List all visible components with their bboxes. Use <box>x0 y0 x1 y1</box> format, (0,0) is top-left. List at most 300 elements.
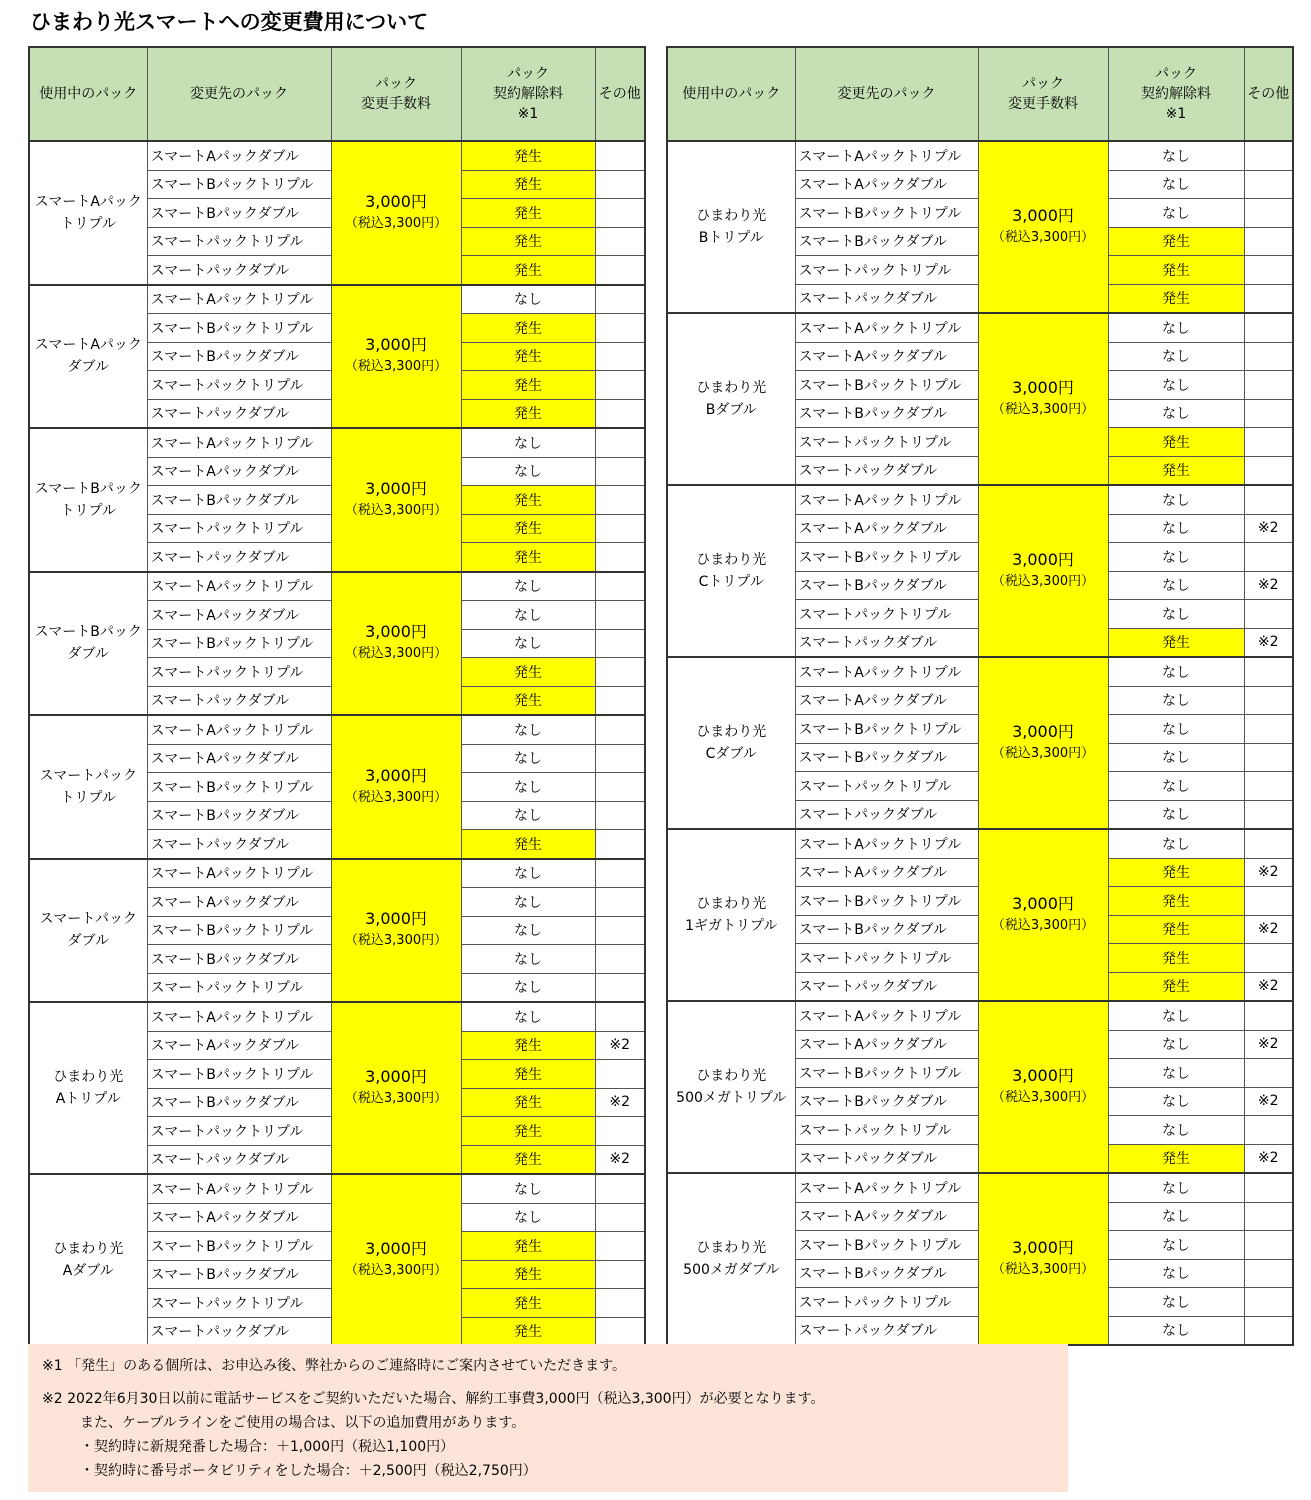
table-row <box>29 1002 645 1031</box>
current-pack-cell: ひまわり光 Bダブル <box>667 313 795 485</box>
cancel-fee-cell: 発生 <box>461 543 595 572</box>
other-cell <box>1244 944 1293 973</box>
other-cell: ※2 <box>595 1088 645 1117</box>
cancel-fee-cell: なし <box>1108 1202 1244 1231</box>
current-pack-cell: スマートBパック トリプル <box>29 428 147 572</box>
table-row <box>667 829 1293 858</box>
cancel-fee-cell: 発生 <box>461 314 595 343</box>
other-cell: ※2 <box>1244 628 1293 657</box>
other-cell <box>1244 199 1293 228</box>
change-fee-cell: 3,000円 （税込3,300円） <box>331 141 461 285</box>
other-cell <box>595 744 645 773</box>
other-cell <box>1244 342 1293 371</box>
target-pack-cell: スマートパックダブル <box>147 399 331 428</box>
target-pack-cell: スマートパックトリプル <box>795 256 978 285</box>
cancel-fee-cell: 発生 <box>461 256 595 285</box>
other-cell <box>595 170 645 199</box>
target-pack-cell: スマートパックダブル <box>795 456 978 485</box>
target-pack-cell: スマートパックダブル <box>147 1317 331 1346</box>
header-row <box>29 47 645 141</box>
target-pack-cell: スマートパックダブル <box>795 1144 978 1173</box>
other-cell <box>595 314 645 343</box>
table-row <box>667 485 1293 514</box>
other-cell <box>1244 371 1293 400</box>
note-2-line-4: ・契約時に番号ポータビリティをした場合：＋2,500円（税込2,750円） <box>80 1463 537 1479</box>
target-pack-cell: スマートAパックダブル <box>795 170 978 199</box>
other-cell <box>1244 887 1293 916</box>
target-pack-cell: スマートAパックダブル <box>147 141 331 170</box>
target-pack-cell: スマートAパックトリプル <box>795 141 978 170</box>
target-pack-cell: スマートBパックダブル <box>147 1088 331 1117</box>
cancel-fee-cell: 発生 <box>1108 887 1244 916</box>
target-pack-cell: スマートBパックトリプル <box>147 773 331 802</box>
target-pack-cell: スマートAパックトリプル <box>795 313 978 342</box>
other-cell <box>1244 170 1293 199</box>
table-row <box>667 313 1293 342</box>
other-cell <box>1244 743 1293 772</box>
header-current-pack: 使用中のパック <box>29 47 147 141</box>
cancel-fee-cell: 発生 <box>461 399 595 428</box>
current-pack-cell: スマートパック トリプル <box>29 715 147 859</box>
target-pack-cell: スマートパックダブル <box>147 686 331 715</box>
other-cell <box>1244 1288 1293 1317</box>
target-pack-cell: スマートパックダブル <box>147 543 331 572</box>
target-pack-cell: スマートBパックトリプル <box>795 199 978 228</box>
current-pack-cell: スマートAパック ダブル <box>29 285 147 429</box>
other-cell <box>1244 543 1293 572</box>
target-pack-cell: スマートBパックトリプル <box>147 1232 331 1261</box>
current-pack-cell: ひまわり光 Cトリプル <box>667 485 795 657</box>
other-cell <box>595 141 645 170</box>
target-pack-cell: スマートパックトリプル <box>795 428 978 457</box>
cancel-fee-cell: なし <box>461 601 595 630</box>
other-cell <box>1244 313 1293 342</box>
fee-table-right <box>666 46 1294 1346</box>
cancel-fee-cell: なし <box>1108 1259 1244 1288</box>
cancel-fee-cell: なし <box>1108 1316 1244 1345</box>
target-pack-cell: スマートBパックダブル <box>795 399 978 428</box>
target-pack-cell: スマートAパックトリプル <box>147 859 331 888</box>
other-cell <box>595 859 645 888</box>
target-pack-cell: スマートBパックダブル <box>147 945 331 974</box>
target-pack-cell: スマートBパックダブル <box>147 342 331 371</box>
target-pack-cell: スマートAパックトリプル <box>795 1173 978 1202</box>
target-pack-cell: スマートAパックトリプル <box>147 715 331 744</box>
cancel-fee-cell: 発生 <box>461 1317 595 1346</box>
change-fee-cell: 3,000円 （税込3,300円） <box>331 1002 461 1174</box>
cancel-fee-cell: 発生 <box>461 686 595 715</box>
header-target-pack: 変更先のパック <box>795 47 978 141</box>
cancel-fee-cell: なし <box>1108 170 1244 199</box>
header-cancel-fee: パック 契約解除料 ※1 <box>461 47 595 141</box>
other-cell: ※2 <box>1244 1030 1293 1059</box>
cancel-fee-cell: なし <box>461 715 595 744</box>
target-pack-cell: スマートBパックトリプル <box>795 371 978 400</box>
cancel-fee-cell: 発生 <box>461 141 595 170</box>
other-cell <box>1244 256 1293 285</box>
other-cell <box>595 1232 645 1261</box>
target-pack-cell: スマートAパックトリプル <box>795 829 978 858</box>
table-row <box>29 428 645 457</box>
other-cell <box>595 371 645 400</box>
cancel-fee-cell: 発生 <box>1108 972 1244 1001</box>
cancel-fee-cell: なし <box>1108 342 1244 371</box>
target-pack-cell: スマートAパックトリプル <box>795 657 978 686</box>
note-1: ※1 「発生」のある個所は、お申込み後、弊社からのご連絡時にご案内させていただきます。 <box>42 1358 626 1374</box>
header-cancel-fee: パック 契約解除料 ※1 <box>1108 47 1244 141</box>
target-pack-cell: スマートAパックダブル <box>147 601 331 630</box>
target-pack-cell: スマートAパックダブル <box>795 342 978 371</box>
notes-box <box>28 1344 1068 1492</box>
cancel-fee-cell: なし <box>1108 1087 1244 1116</box>
cancel-fee-cell: 発生 <box>461 342 595 371</box>
target-pack-cell: スマートBパックダブル <box>795 743 978 772</box>
other-cell <box>1244 1259 1293 1288</box>
target-pack-cell: スマートパックトリプル <box>147 514 331 543</box>
note-2-line-3: ・契約時に新規発番した場合：＋1,000円（税込1,100円） <box>80 1439 455 1455</box>
other-cell <box>1244 428 1293 457</box>
cancel-fee-cell: 発生 <box>1108 944 1244 973</box>
cancel-fee-cell: 発生 <box>1108 858 1244 887</box>
target-pack-cell: スマートAパックダブル <box>147 744 331 773</box>
cancel-fee-cell: 発生 <box>1108 456 1244 485</box>
note-2: ※2 2022年6月30日以前に電話サービスをご契約いただいた場合、解約工事費3,000円（税込3,300円）が必要となります。 <box>42 1391 825 1407</box>
target-pack-cell: スマートパックトリプル <box>147 973 331 1002</box>
cancel-fee-cell: なし <box>1108 1231 1244 1260</box>
other-cell <box>595 227 645 256</box>
cancel-fee-cell: なし <box>1108 1030 1244 1059</box>
target-pack-cell: スマートBパックダブル <box>795 571 978 600</box>
cancel-fee-cell: なし <box>1108 514 1244 543</box>
change-fee-cell: 3,000円 （税込3,300円） <box>331 572 461 716</box>
target-pack-cell: スマートパックトリプル <box>147 1289 331 1318</box>
target-pack-cell: スマートパックトリプル <box>147 371 331 400</box>
target-pack-cell: スマートパックトリプル <box>795 772 978 801</box>
header-change-fee: パック 変更手数料 <box>331 47 461 141</box>
note-2-line-2: また、ケーブルラインをご使用の場合は、以下の追加費用があります。 <box>80 1415 526 1431</box>
other-cell <box>595 486 645 515</box>
table-row <box>29 572 645 601</box>
cancel-fee-cell: なし <box>461 457 595 486</box>
other-cell <box>1244 399 1293 428</box>
other-cell: ※2 <box>1244 1144 1293 1173</box>
cancel-fee-cell: 発生 <box>1108 915 1244 944</box>
cancel-fee-cell: 発生 <box>461 1060 595 1089</box>
cancel-fee-cell: なし <box>1108 1116 1244 1145</box>
target-pack-cell: スマートBパックトリプル <box>795 1059 978 1088</box>
other-cell <box>595 1203 645 1232</box>
change-fee-cell: 3,000円 （税込3,300円） <box>978 657 1108 829</box>
other-cell <box>1244 800 1293 829</box>
cancel-fee-cell: 発生 <box>461 1260 595 1289</box>
cancel-fee-cell: なし <box>461 773 595 802</box>
target-pack-cell: スマートBパックダブル <box>147 801 331 830</box>
cancel-fee-cell: なし <box>461 1174 595 1203</box>
other-cell <box>595 1317 645 1346</box>
cancel-fee-cell: なし <box>461 1002 595 1031</box>
other-cell <box>1244 772 1293 801</box>
target-pack-cell: スマートAパックダブル <box>795 686 978 715</box>
target-pack-cell: スマートBパックトリプル <box>147 1060 331 1089</box>
current-pack-cell: ひまわり光 Bトリプル <box>667 141 795 313</box>
target-pack-cell: スマートBパックトリプル <box>147 629 331 658</box>
current-pack-cell: スマートパック ダブル <box>29 859 147 1003</box>
target-pack-cell: スマートAパックダブル <box>147 888 331 917</box>
other-cell <box>595 715 645 744</box>
cancel-fee-cell: 発生 <box>461 1145 595 1174</box>
target-pack-cell: スマートBパックトリプル <box>147 170 331 199</box>
table-row <box>29 1174 645 1203</box>
cancel-fee-cell: なし <box>1108 199 1244 228</box>
target-pack-cell: スマートAパックダブル <box>795 514 978 543</box>
other-cell <box>595 457 645 486</box>
cancel-fee-cell: なし <box>1108 313 1244 342</box>
other-cell <box>595 888 645 917</box>
cancel-fee-cell: なし <box>461 285 595 314</box>
other-cell <box>595 1060 645 1089</box>
target-pack-cell: スマートAパックダブル <box>795 1202 978 1231</box>
header-other: その他 <box>1244 47 1293 141</box>
other-cell <box>1244 485 1293 514</box>
change-fee-cell: 3,000円 （税込3,300円） <box>978 485 1108 657</box>
target-pack-cell: スマートAパックダブル <box>147 1031 331 1060</box>
target-pack-cell: スマートパックトリプル <box>795 600 978 629</box>
other-cell: ※2 <box>1244 1087 1293 1116</box>
cancel-fee-cell: なし <box>461 888 595 917</box>
cancel-fee-cell: なし <box>1108 399 1244 428</box>
cancel-fee-cell: なし <box>461 801 595 830</box>
target-pack-cell: スマートAパックダブル <box>795 858 978 887</box>
table-row <box>667 1173 1293 1202</box>
other-cell <box>595 256 645 285</box>
other-cell <box>595 658 645 687</box>
other-cell <box>1244 1231 1293 1260</box>
other-cell <box>1244 600 1293 629</box>
cancel-fee-cell: なし <box>1108 686 1244 715</box>
cancel-fee-cell: 発生 <box>461 486 595 515</box>
target-pack-cell: スマートAパックトリプル <box>147 572 331 601</box>
target-pack-cell: スマートAパックダブル <box>147 457 331 486</box>
target-pack-cell: スマートAパックトリプル <box>795 1001 978 1030</box>
change-fee-cell: 3,000円 （税込3,300円） <box>331 1174 461 1346</box>
cancel-fee-cell: 発生 <box>1108 1144 1244 1173</box>
cancel-fee-cell: 発生 <box>461 170 595 199</box>
other-cell <box>595 543 645 572</box>
target-pack-cell: スマートパックダブル <box>795 1316 978 1345</box>
other-cell: ※2 <box>595 1031 645 1060</box>
current-pack-cell: ひまわり光 Aダブル <box>29 1174 147 1346</box>
change-fee-cell: 3,000円 （税込3,300円） <box>331 428 461 572</box>
cancel-fee-cell: なし <box>1108 800 1244 829</box>
cancel-fee-cell: なし <box>1108 743 1244 772</box>
table-row <box>29 859 645 888</box>
current-pack-cell: ひまわり光 Aトリプル <box>29 1002 147 1174</box>
target-pack-cell: スマートBパックダブル <box>795 915 978 944</box>
header-current-pack: 使用中のパック <box>667 47 795 141</box>
change-fee-cell: 3,000円 （税込3,300円） <box>331 285 461 429</box>
target-pack-cell: スマートパックトリプル <box>795 1288 978 1317</box>
table-row <box>29 285 645 314</box>
target-pack-cell: スマートパックダブル <box>795 284 978 313</box>
target-pack-cell: スマートBパックトリプル <box>147 314 331 343</box>
target-pack-cell: スマートBパックダブル <box>147 486 331 515</box>
other-cell <box>595 428 645 457</box>
other-cell <box>595 399 645 428</box>
target-pack-cell: スマートBパックダブル <box>795 227 978 256</box>
other-cell <box>1244 715 1293 744</box>
table-row <box>29 141 645 170</box>
other-cell <box>1244 456 1293 485</box>
fee-table-left <box>28 46 646 1347</box>
target-pack-cell: スマートパックトリプル <box>147 227 331 256</box>
table-row <box>667 1001 1293 1030</box>
other-cell: ※2 <box>595 1145 645 1174</box>
target-pack-cell: スマートパックダブル <box>795 628 978 657</box>
other-cell <box>1244 1001 1293 1030</box>
other-cell <box>1244 686 1293 715</box>
cancel-fee-cell: なし <box>461 945 595 974</box>
other-cell: ※2 <box>1244 972 1293 1001</box>
other-cell <box>1244 227 1293 256</box>
other-cell <box>1244 657 1293 686</box>
cancel-fee-cell: 発生 <box>1108 256 1244 285</box>
cancel-fee-cell: なし <box>461 744 595 773</box>
cancel-fee-cell: なし <box>461 859 595 888</box>
other-cell <box>595 1174 645 1203</box>
cancel-fee-cell: なし <box>1108 1173 1244 1202</box>
other-cell <box>595 801 645 830</box>
cancel-fee-cell: なし <box>1108 571 1244 600</box>
other-cell <box>595 1117 645 1146</box>
target-pack-cell: スマートAパックトリプル <box>147 285 331 314</box>
current-pack-cell: ひまわり光 500メガトリプル <box>667 1001 795 1173</box>
target-pack-cell: スマートパックトリプル <box>147 1117 331 1146</box>
cancel-fee-cell: 発生 <box>1108 284 1244 313</box>
target-pack-cell: スマートパックダブル <box>147 830 331 859</box>
cancel-fee-cell: 発生 <box>461 1117 595 1146</box>
change-fee-cell: 3,000円 （税込3,300円） <box>331 715 461 859</box>
target-pack-cell: スマートBパックトリプル <box>147 916 331 945</box>
other-cell <box>595 572 645 601</box>
other-cell <box>1244 1202 1293 1231</box>
other-cell: ※2 <box>1244 571 1293 600</box>
cancel-fee-cell: 発生 <box>1108 628 1244 657</box>
cancel-fee-cell: なし <box>1108 600 1244 629</box>
cancel-fee-cell: 発生 <box>461 658 595 687</box>
table-row <box>667 657 1293 686</box>
cancel-fee-cell: なし <box>1108 657 1244 686</box>
change-fee-cell: 3,000円 （税込3,300円） <box>978 313 1108 485</box>
cancel-fee-cell: なし <box>1108 371 1244 400</box>
cancel-fee-cell: なし <box>461 916 595 945</box>
cancel-fee-cell: 発生 <box>461 227 595 256</box>
current-pack-cell: ひまわり光 1ギガトリプル <box>667 829 795 1001</box>
page-title: ひまわり光スマートへの変更費用について <box>30 10 429 34</box>
target-pack-cell: スマートパックダブル <box>147 1145 331 1174</box>
cancel-fee-cell: 発生 <box>461 1232 595 1261</box>
current-pack-cell: ひまわり光 500メガダブル <box>667 1173 795 1345</box>
target-pack-cell: スマートAパックトリプル <box>147 1002 331 1031</box>
target-pack-cell: スマートBパックダブル <box>147 199 331 228</box>
other-cell <box>595 945 645 974</box>
other-cell <box>595 773 645 802</box>
cancel-fee-cell: なし <box>461 973 595 1002</box>
cancel-fee-cell: なし <box>1108 543 1244 572</box>
cancel-fee-cell: なし <box>1108 141 1244 170</box>
target-pack-cell: スマートAパックトリプル <box>795 485 978 514</box>
target-pack-cell: スマートBパックトリプル <box>795 1231 978 1260</box>
change-fee-cell: 3,000円 （税込3,300円） <box>978 829 1108 1001</box>
target-pack-cell: スマートAパックトリプル <box>147 428 331 457</box>
target-pack-cell: スマートAパックダブル <box>147 1203 331 1232</box>
cancel-fee-cell: なし <box>1108 485 1244 514</box>
cancel-fee-cell: 発生 <box>461 514 595 543</box>
other-cell <box>595 1260 645 1289</box>
current-pack-cell: スマートAパック トリプル <box>29 141 147 285</box>
other-cell <box>595 514 645 543</box>
cancel-fee-cell: 発生 <box>461 1289 595 1318</box>
current-pack-cell: スマートBパック ダブル <box>29 572 147 716</box>
other-cell <box>595 199 645 228</box>
cancel-fee-cell: なし <box>461 428 595 457</box>
other-cell <box>595 342 645 371</box>
other-cell <box>1244 141 1293 170</box>
target-pack-cell: スマートパックトリプル <box>147 658 331 687</box>
other-cell <box>595 1002 645 1031</box>
current-pack-cell: ひまわり光 Cダブル <box>667 657 795 829</box>
cancel-fee-cell: 発生 <box>461 1088 595 1117</box>
cancel-fee-cell: なし <box>1108 1288 1244 1317</box>
target-pack-cell: スマートBパックトリプル <box>795 543 978 572</box>
header-target-pack: 変更先のパック <box>147 47 331 141</box>
change-fee-cell: 3,000円 （税込3,300円） <box>978 1173 1108 1345</box>
table-row <box>667 141 1293 170</box>
change-fee-cell: 3,000円 （税込3,300円） <box>978 1001 1108 1173</box>
cancel-fee-cell: 発生 <box>461 371 595 400</box>
cancel-fee-cell: なし <box>461 1203 595 1232</box>
table-row <box>29 715 645 744</box>
target-pack-cell: スマートパックトリプル <box>795 1116 978 1145</box>
cancel-fee-cell: 発生 <box>1108 227 1244 256</box>
other-cell: ※2 <box>1244 858 1293 887</box>
other-cell <box>1244 1173 1293 1202</box>
other-cell <box>1244 1059 1293 1088</box>
header-other: その他 <box>595 47 645 141</box>
other-cell <box>595 830 645 859</box>
other-cell <box>595 285 645 314</box>
cancel-fee-cell: 発生 <box>461 1031 595 1060</box>
cancel-fee-cell: なし <box>1108 1001 1244 1030</box>
target-pack-cell: スマートパックダブル <box>795 800 978 829</box>
cancel-fee-cell: 発生 <box>1108 428 1244 457</box>
cancel-fee-cell: なし <box>461 572 595 601</box>
other-cell <box>595 973 645 1002</box>
other-cell <box>595 1289 645 1318</box>
cancel-fee-cell: なし <box>1108 1059 1244 1088</box>
cancel-fee-cell: なし <box>1108 772 1244 801</box>
header-change-fee: パック 変更手数料 <box>978 47 1108 141</box>
cancel-fee-cell: なし <box>1108 829 1244 858</box>
other-cell <box>1244 1316 1293 1345</box>
target-pack-cell: スマートBパックダブル <box>795 1087 978 1116</box>
change-fee-cell: 3,000円 （税込3,300円） <box>978 141 1108 313</box>
cancel-fee-cell: なし <box>461 629 595 658</box>
other-cell <box>595 686 645 715</box>
other-cell <box>595 601 645 630</box>
other-cell <box>595 916 645 945</box>
cancel-fee-cell: 発生 <box>461 199 595 228</box>
header-row <box>667 47 1293 141</box>
